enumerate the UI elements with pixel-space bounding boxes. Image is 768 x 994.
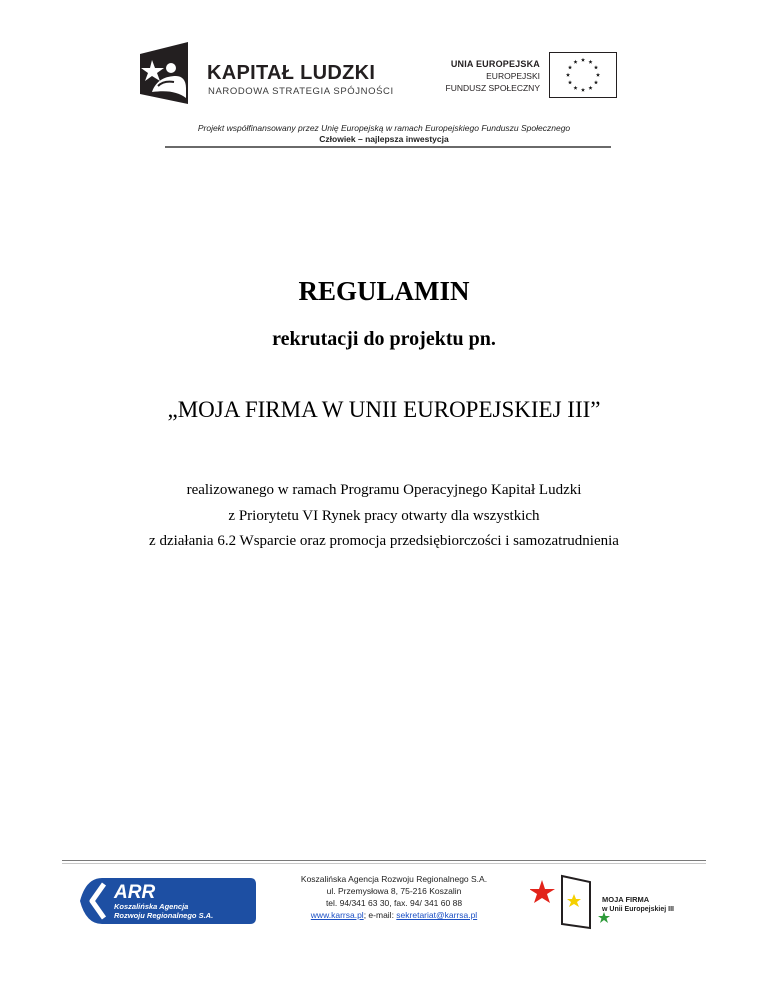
agency-email-link[interactable]: sekretariat@karrsa.pl [396, 910, 478, 920]
project-name: „MOJA FIRMA W UNII EUROPEJSKIEJ III” [167, 397, 601, 422]
program-line: realizowanego w ramach Programu Operacyjnego Kapitał Ludzki [186, 482, 582, 498]
eu-flag-icon [549, 52, 617, 98]
moja-firma-logo-text [602, 895, 674, 915]
priority-line: z Priorytetu VI Rynek pracy otwarty dla wszystkich [228, 508, 540, 524]
kapital-ludzki-subtitle: NARODOWA STRATEGIA SPÓJNOŚCI [208, 86, 394, 97]
agency-contact-block [270, 873, 518, 921]
email-prefix: ; e-mail: [363, 910, 397, 920]
kapital-ludzki-title: KAPITAŁ LUDZKI [207, 62, 376, 84]
header-divider [165, 146, 611, 148]
agency-name: Koszalińska Agencja Rozwoju Regionalnego S.A. [300, 874, 488, 884]
measure-line: z działania 6.2 Wsparcie oraz promocja przedsiębiorczości i samozatrudnienia [149, 533, 619, 549]
cofinanced-text: Projekt współfinansowany przez Unię Europejską w ramach Europejskiego Funduszu Społecznego [197, 123, 571, 133]
agency-address: ul. Przemysłowa 8, 75-216 Koszalin [326, 886, 462, 896]
footer-divider [62, 860, 706, 861]
footer-divider-secondary [62, 863, 706, 864]
arr-abbreviation: ARR [114, 882, 156, 903]
eu-title: UNIA EUROPEJSKA [450, 59, 540, 69]
document-title: REGULAMIN [298, 276, 470, 306]
agency-phone: tel. 94/341 63 30, fax. 94/ 341 60 88 [325, 898, 463, 908]
document-subtitle: rekrutacji do projektu pn. [272, 328, 496, 350]
arr-name-line2: Rozwoju Regionalnego S.A. [114, 911, 214, 920]
moja-firma-logo-icon [530, 872, 610, 930]
eu-fund-line2: FUNDUSZ SPOŁECZNY [445, 83, 540, 93]
moja-firma-line1: MOJA FIRMA [602, 895, 650, 904]
agency-links [270, 909, 518, 921]
agency-website-link[interactable]: www.karrsa.pl [310, 910, 364, 920]
slogan-text: Człowiek – najlepsza inwestycja [319, 134, 449, 144]
arr-name-line1: Koszalińska Agencja [114, 902, 189, 911]
eu-text-block [430, 58, 540, 94]
kapital-ludzki-logo-icon [138, 42, 190, 106]
moja-firma-line2: w Unii Europejskiej III [602, 906, 674, 913]
eu-fund-line1: EUROPEJSKI [486, 71, 540, 81]
arr-agency-logo-icon [78, 876, 258, 926]
